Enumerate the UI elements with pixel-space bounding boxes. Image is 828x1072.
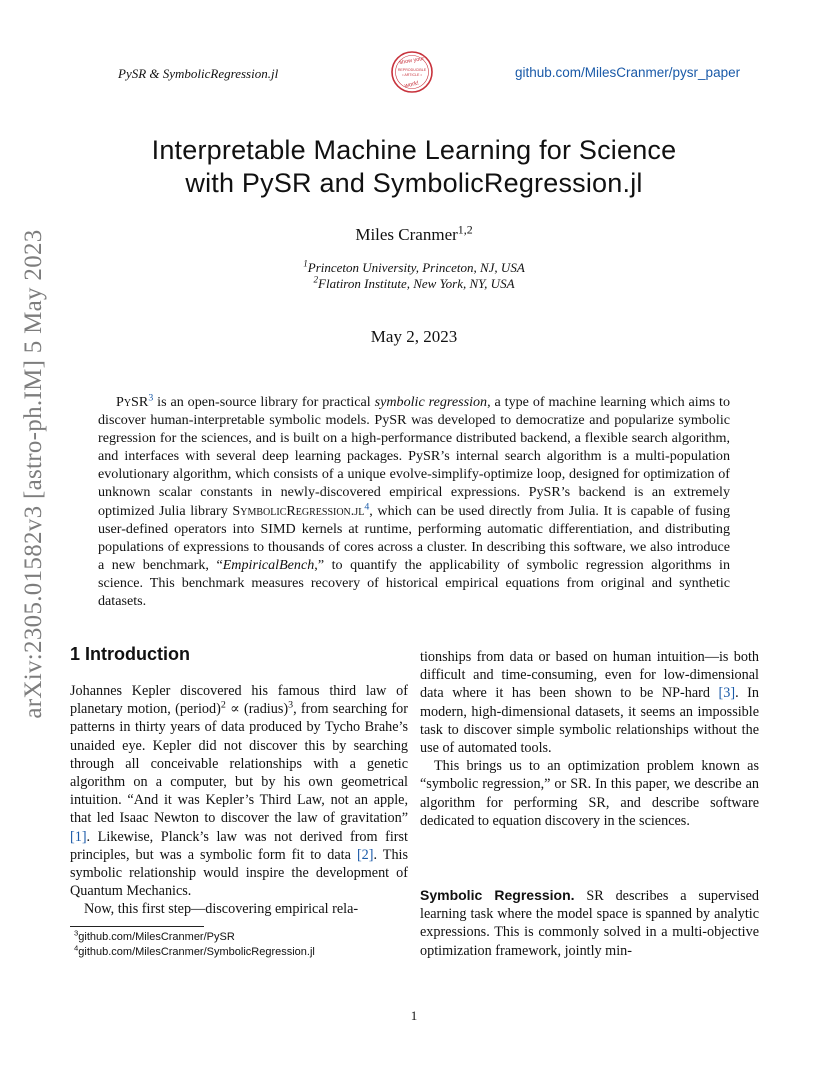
abstract-text-3: , which can be used directly from Julia. It is capable of fusing user-defined operators into SIMD kernels at runtime, performing automatic differentiation, and distributing populations of expressions to thousands of cores across a cluster. In describing this software, we also introduce a new benchmark, “ — [98, 502, 730, 573]
footnote-ref-3[interactable]: 3 — [148, 392, 154, 404]
svg-text:work!: work! — [404, 80, 420, 90]
intro-paragraph-1 — [70, 682, 408, 900]
pysr-name: PySR — [116, 394, 149, 410]
footnote-num: 4 — [74, 942, 79, 952]
abstract-text-2: , a type of machine learning which aims to discover human-interpretable symbolic models. PySR was developed to democratize and popularize symbolic regression for the sciences, and is built on a high-performance distributed backend, a flexible search algorithm, and interfaces with several deep learning packages. PySR’s internal search algorithm is a multi-population evolutionary algorithm, which consists of a unique evolve-simplify-optimize loop, designed for optimization of unknown scalar constants in newly-discovered empirical expressions. PySR’s backend is an extremely optimized Julia library — [98, 394, 730, 519]
intro-paragraph-2-cont — [420, 648, 759, 757]
symbolicregression-name: SymbolicRegression.jl — [232, 502, 365, 519]
svg-text:REPRODUCIBLE: REPRODUCIBLE — [397, 68, 427, 72]
left-column — [70, 682, 408, 919]
text: . In modern, high-dimensional datasets, it seems an impossible task to discover simple symbolic relationships without the use of automated tools. — [420, 685, 759, 757]
arxiv-sidebar-stamp: arXiv:2305.01582v3 [astro-ph.IM] 5 May 2023 — [20, 229, 47, 719]
author — [0, 222, 828, 245]
footnote-4[interactable] — [74, 942, 315, 960]
exponent: 3 — [288, 699, 294, 711]
abstract — [98, 393, 730, 610]
page-number: 1 — [410, 1008, 418, 1023]
footnote-num: 3 — [74, 928, 79, 938]
text: tionships from data or based on human intuition—is both difficult and time-consuming, even for low-dimensional data where it has been shown to be NP-hard — [420, 649, 759, 702]
citation-2[interactable]: [2] — [356, 846, 374, 863]
footnote-ref-4[interactable]: 4 — [364, 500, 370, 512]
citation-3[interactable]: [3] — [718, 685, 736, 702]
exponent: 2 — [220, 699, 226, 711]
footnote-3[interactable] — [74, 930, 315, 945]
symbolic-regression-paragraph — [420, 886, 759, 960]
footnote-rule — [70, 926, 204, 927]
intro-paragraph-3: This brings us to an optimization problem known as “symbolic regression,” or SR. In this paper, we describe an algorithm for performing SR, and describe software dedicated to equation discovery in the sciences. — [420, 758, 759, 829]
svg-text:show your: show your — [398, 55, 425, 67]
right-column — [420, 648, 759, 830]
text: Johannes Kepler discovered his famous third law of planetary motion, (period) — [70, 683, 408, 718]
date: May 2, 2023 — [370, 327, 458, 346]
affiliation-1-text: Princeton University, Princeton, NJ, USA — [307, 260, 525, 275]
abstract-text-1: is an open-source library for practical — [153, 394, 375, 410]
title-line-2: with PySR and SymbolicRegression.jl — [185, 168, 643, 198]
affiliation-2-num: 2 — [313, 274, 319, 285]
reproducible-article-stamp-icon — [390, 50, 434, 94]
empiricalbench-name: EmpiricalBench — [222, 556, 315, 573]
running-header-left: PySR & SymbolicRegression.jl — [118, 66, 279, 81]
footnote-text: github.com/MilesCranmer/SymbolicRegression.jl — [78, 945, 315, 958]
author-name: Miles Cranmer — [355, 225, 458, 244]
title-line-1: Interpretable Machine Learning for Science — [151, 135, 677, 165]
affiliation-2 — [0, 276, 828, 292]
footnote-text: github.com/MilesCranmer/PySR — [78, 931, 235, 943]
text: ∝ (radius) — [225, 701, 289, 718]
text: , from searching for patterns in thirty years of data produced by Tycho Brahe’s unaided eye. Kepler did not discover this by searching through all conceivable relationships with a genetic algorithm on a computer, but by his own geometrical intuition. “And it was Kepler’s Third Law, not an apple, that led Isaac Newton to discover the law of gravitation” — [70, 701, 408, 827]
affiliation-1-num: 1 — [303, 258, 308, 269]
paper-title — [0, 134, 828, 200]
intro-paragraph-2: Now, this first step—discovering empirical rela- — [84, 901, 359, 918]
author-affiliation-marks: 1,2 — [457, 222, 473, 237]
text: . Likewise, Planck’s law was not derived from first principles, but was a symbolic form fit to data — [70, 828, 408, 863]
abstract-emphasis: symbolic regression — [374, 394, 488, 410]
paragraph-heading: Symbolic Regression. — [420, 887, 575, 903]
affiliation-1 — [0, 260, 828, 276]
affiliations — [0, 260, 828, 292]
svg-text:• ARTICLE •: • ARTICLE • — [402, 73, 422, 77]
text: . This symbolic relationship would inspire the development of Quantum Mechanics. — [70, 846, 409, 900]
citation-1[interactable]: [1] — [70, 828, 87, 845]
section-heading-introduction: 1 Introduction — [70, 644, 190, 664]
footnotes — [74, 930, 315, 959]
repo-link[interactable]: github.com/MilesCranmer/pysr_paper — [515, 65, 741, 80]
text: SR describes a supervised learning task where the model space is spanned by analytic expressions. This is commonly solved in a multi-objective optimization framework, jointly min- — [420, 888, 759, 959]
affiliation-2-text: Flatiron Institute, New York, NY, USA — [318, 276, 515, 291]
abstract-text-4: ,” to quantify the applicability of symbolic regression algorithms in science. This benchmark measures recovery of historical empirical equations from original and synthetic datasets. — [98, 556, 730, 610]
